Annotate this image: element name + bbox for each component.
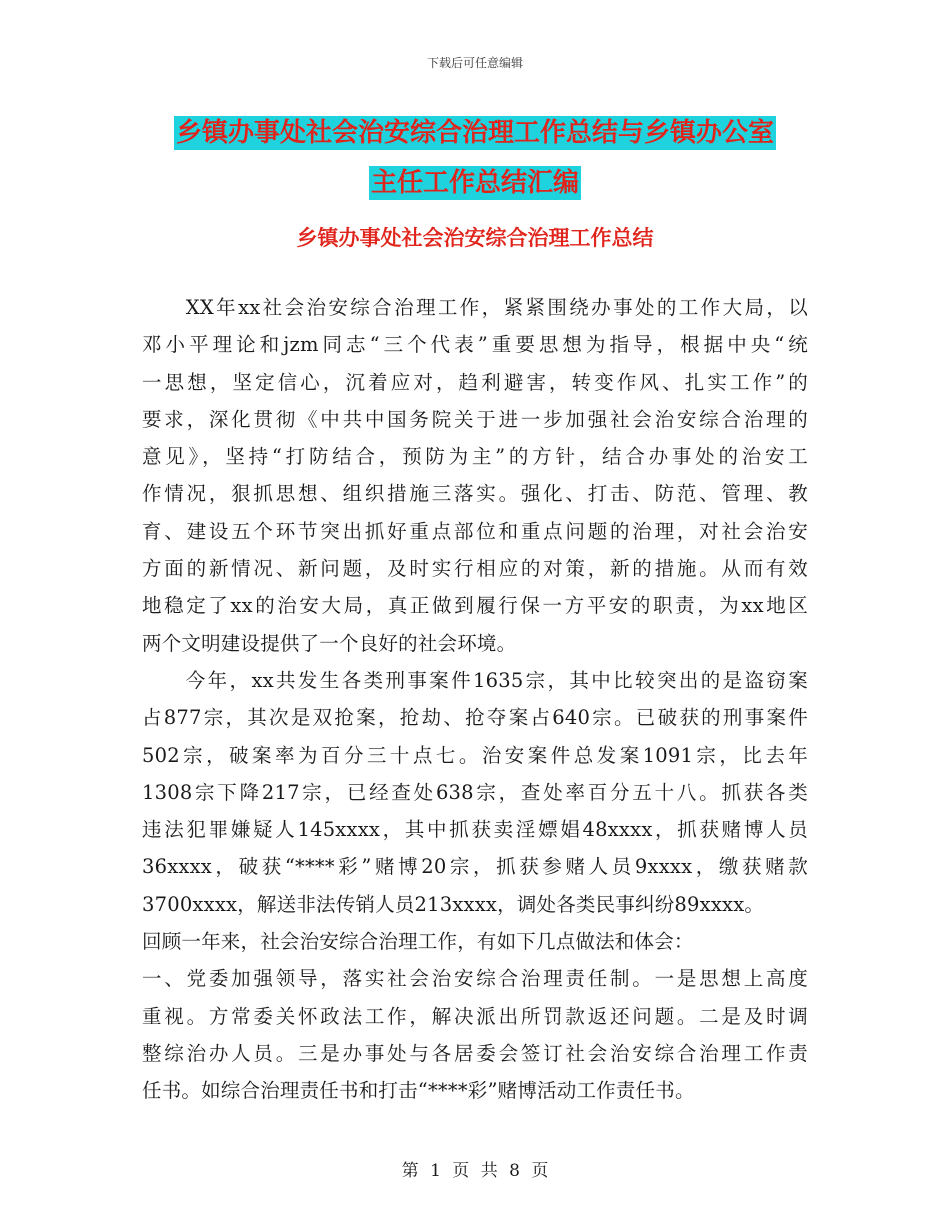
- section-title: 乡镇办事处社会治安综合治理工作总结: [296, 226, 654, 250]
- body-line: 一、党委加强领导，落实社会治安综合治理责任制。一是思想上高度: [142, 967, 808, 991]
- body-line: 作情况，狠抓思想、组织措施三落实。强化、打击、防范、管理、教: [142, 482, 808, 506]
- body-line: 502宗，破案率为百分三十点七。治安案件总发案1091宗，比去年: [142, 743, 808, 767]
- body-line: 重视。方常委关怀政法工作，解决派出所罚款返还问题。二是及时调: [142, 1004, 808, 1028]
- body-line: 一思想，坚定信心，沉着应对，趋利避害，转变作风、扎实工作”的: [142, 370, 808, 394]
- body-line: 违法犯罪嫌疑人145xxxx，其中抓获卖淫嫖娼48xxxx，抓获赌博人员: [142, 818, 808, 842]
- body-line: 36xxxx，破获“****彩”赌博20宗，抓获参赌人员9xxxx，缴获赌款: [142, 855, 808, 879]
- page-footer: [0, 1156, 950, 1181]
- body-line: 回顾一年来，社会治安综合治理工作，有如下几点做法和体会：: [142, 930, 694, 954]
- document-title-line-2: [0, 158, 950, 208]
- body-line: 1308宗下降217宗，已经查处638宗，查处率百分五十八。抓获各类: [142, 780, 808, 804]
- body-line: 育、建设五个环节突出抓好重点部位和重点问题的治理，对社会治安: [142, 519, 808, 543]
- footer-prefix: 第: [401, 1161, 419, 1181]
- header-note: 下载后可任意编辑: [426, 56, 523, 70]
- footer-total-pages: 8: [509, 1161, 520, 1181]
- footer-page-number: 1: [430, 1161, 441, 1181]
- body-line: 地稳定了xx的治安大局，真正做到履行保一方平安的职责，为xx地区: [142, 594, 808, 618]
- title-line-2-text: 主任工作总结汇编: [370, 168, 579, 198]
- body-line: 两个文明建设提供了一个良好的社会环境。: [142, 631, 517, 655]
- document-title-line-1: [0, 108, 950, 158]
- title-line-1-text: 乡镇办事处社会治安综合治理工作总结与乡镇办公室: [175, 118, 774, 148]
- body-line: 要求，深化贯彻《中共中国务院关于进一步加强社会治安综合治理的: [142, 407, 808, 431]
- document-title: [0, 108, 950, 208]
- body-line: XX年xx社会治安综合治理工作，紧紧围绕办事处的工作大局，以: [142, 296, 808, 319]
- body-line: 整综治办人员。三是办事处与各居委会签订社会治安综合治理工作责: [142, 1041, 808, 1065]
- body-line: 占877宗，其次是双抢案，抢劫、抢夺案占640宗。已破获的刑事案件: [142, 706, 808, 730]
- body-line: 任书。如综合治理责任书和打击“****彩”赌博活动工作责任书。: [142, 1079, 695, 1103]
- body-line: 邓小平理论和jzm同志“三个代表”重要思想为指导，根据中央“统: [142, 333, 808, 357]
- body-text: [142, 289, 808, 1110]
- body-line: 3700xxxx，解送非法传销人员213xxxx，调处各类民事纠纷89xxxx。: [142, 892, 765, 916]
- body-line: 意见》，坚持“打防结合，预防为主”的方针，结合办事处的治安工: [142, 445, 808, 469]
- footer-total-word: 共: [480, 1161, 498, 1181]
- body-line: 方面的新情况、新问题，及时实行相应的对策，新的措施。从而有效: [142, 557, 808, 581]
- footer-page-word: 页: [452, 1161, 470, 1181]
- body-line: 今年，xx共发生各类刑事案件1635宗，其中比较突出的是盗窃案: [142, 668, 808, 692]
- footer-suffix: 页: [531, 1161, 549, 1181]
